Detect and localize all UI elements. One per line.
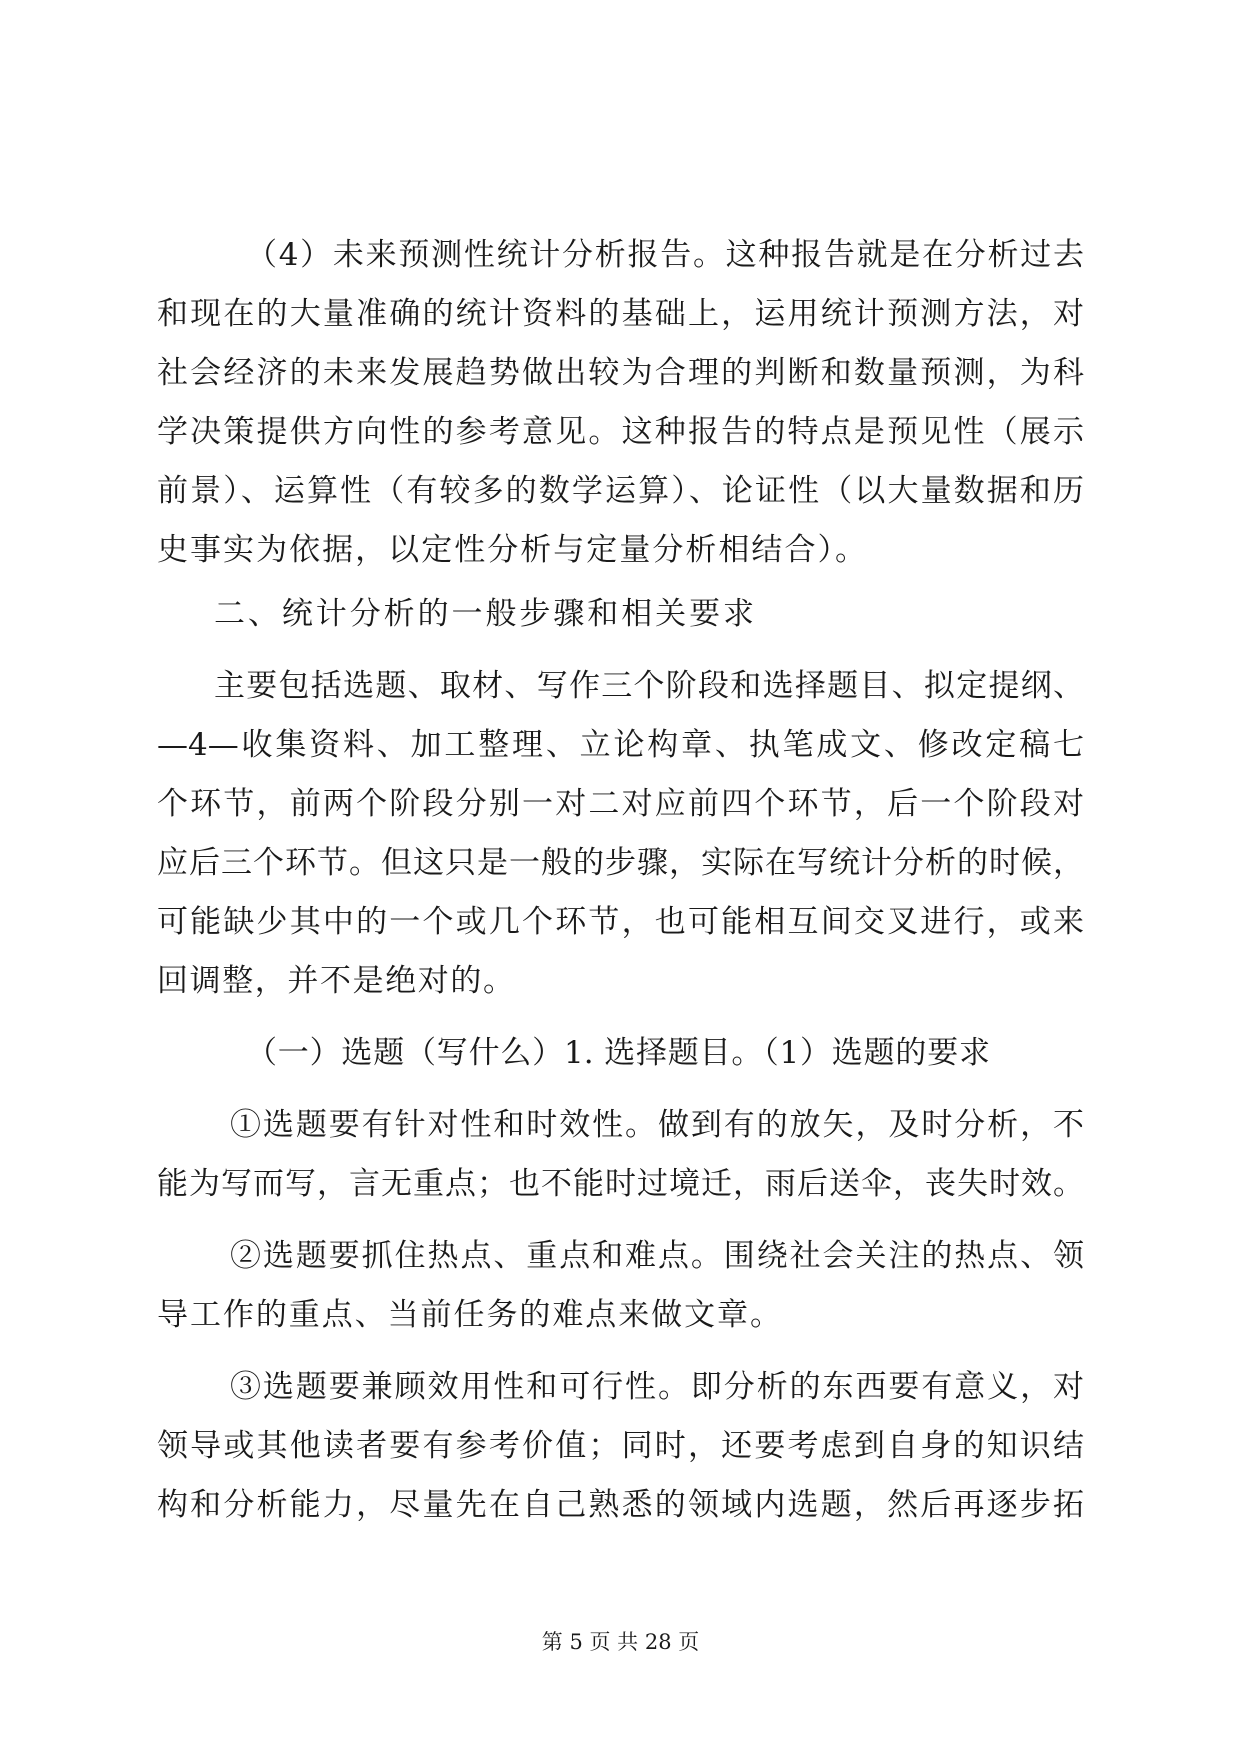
line-text: 社会经济的未来发展趋势做出较为合理的判断和数量预测，为科 bbox=[157, 355, 1084, 391]
line-text: 个环节，前两个阶段分别一对二对应前四个环节，后一个阶段对 bbox=[157, 786, 1084, 822]
text-line bbox=[0, 951, 1241, 1011]
line-text: 导工作的重点、当前任务的难点来做文章。 bbox=[157, 1297, 781, 1333]
text-line bbox=[0, 1285, 1241, 1345]
line-text: 可能缺少其中的一个或几个环节，也可能相互间交叉进行，或来 bbox=[157, 904, 1084, 940]
line-text: 能为写而写，言无重点；也不能时过境迁，雨后送伞，丧失时效。 bbox=[157, 1166, 1084, 1202]
text-line bbox=[0, 225, 1241, 285]
line-text: 主要包括选题、取材、写作三个阶段和选择题目、拟定提纲、 bbox=[214, 668, 1084, 704]
line-text: 史事实为依据，以定性分析与定量分析相结合）。 bbox=[157, 532, 866, 568]
text-line bbox=[0, 1154, 1241, 1214]
line-text: —4—收集资料、加工整理、立论构章、执笔成文、修改定稿七 bbox=[157, 727, 1084, 763]
text-line bbox=[0, 656, 1241, 716]
text-line bbox=[0, 402, 1241, 462]
line-text: ③选题要兼顾效用性和可行性。即分析的东西要有意义，对 bbox=[230, 1369, 1084, 1405]
text-line bbox=[0, 1095, 1241, 1155]
line-text: 领导或其他读者要有参考价值；同时，还要考虑到自身的知识结 bbox=[157, 1428, 1084, 1464]
line-text: 前景）、运算性（有较多的数学运算）、论证性（以大量数据和历 bbox=[157, 473, 1084, 509]
heading-text: （一）选题（写什么）1. 选择题目。（1）选题的要求 bbox=[246, 1035, 990, 1071]
text-line bbox=[0, 774, 1241, 834]
text-line bbox=[0, 284, 1241, 344]
line-text: ①选题要有针对性和时效性。做到有的放矢，及时分析，不 bbox=[230, 1107, 1084, 1143]
line-text: 学决策提供方向性的参考意见。这种报告的特点是预见性（展示 bbox=[157, 414, 1084, 450]
text-line bbox=[0, 1416, 1241, 1476]
text-line bbox=[0, 892, 1241, 952]
text-line bbox=[0, 461, 1241, 521]
section-heading bbox=[0, 584, 1241, 644]
line-text: 应后三个环节。但这只是一般的步骤，实际在写统计分析的时候， bbox=[157, 845, 1084, 881]
text-line bbox=[0, 833, 1241, 893]
line-text: 回调整，并不是绝对的。 bbox=[157, 963, 514, 999]
line-text: ②选题要抓住热点、重点和难点。围绕社会关注的热点、领 bbox=[230, 1238, 1084, 1274]
page-footer: 第 5 页 共 28 页 bbox=[541, 1630, 700, 1654]
text-line bbox=[0, 1357, 1241, 1417]
text-line bbox=[0, 715, 1241, 775]
text-line bbox=[0, 343, 1241, 403]
text-line bbox=[0, 520, 1241, 580]
line-text: 和现在的大量准确的统计资料的基础上，运用统计预测方法，对 bbox=[157, 296, 1084, 332]
section-heading bbox=[0, 1023, 1241, 1083]
line-text: （4）未来预测性统计分析报告。这种报告就是在分析过去 bbox=[246, 237, 1084, 273]
text-line bbox=[0, 1475, 1241, 1535]
line-text: 构和分析能力，尽量先在自己熟悉的领域内选题，然后再逐步拓 bbox=[157, 1487, 1084, 1523]
text-line bbox=[0, 1226, 1241, 1286]
heading-text: 二、统计分析的一般步骤和相关要求 bbox=[214, 596, 754, 632]
